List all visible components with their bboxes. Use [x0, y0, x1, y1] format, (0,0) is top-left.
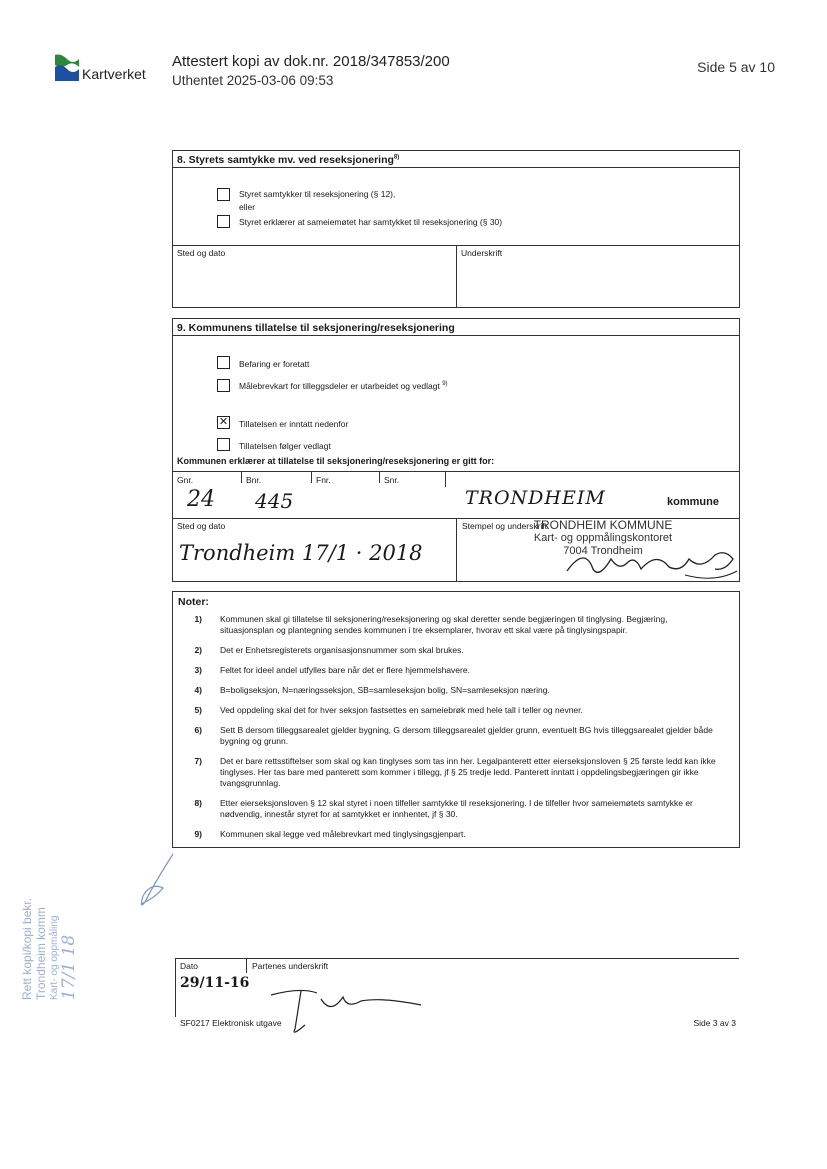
place-date-value: Trondheim 17/1 · 2018	[179, 541, 423, 565]
checkbox-befaring[interactable]	[217, 356, 230, 369]
stamp-label: Stempel og underskrift	[462, 521, 548, 531]
notes-title: Noter:	[178, 596, 209, 608]
municipal-signature	[565, 541, 740, 586]
note-item: 3) Feltet for ideel andel utfylles bare når det er flere hjemmelshavere.	[194, 665, 470, 675]
or-label: eller	[239, 202, 256, 212]
municipality-value: TRONDHEIM	[465, 487, 606, 509]
option-malebrevkart: Målebrevkart for tilleggsdeler er utarbeidet og vedlagt $^{9)}$	[239, 381, 448, 391]
place-date-label-9: Sted og dato	[177, 521, 226, 531]
date-value: 29/11-16	[180, 975, 250, 991]
parties-signature-label: Partenes underskrift	[252, 961, 329, 971]
notes-box	[172, 591, 740, 848]
footer-page: Side 3 av 3	[693, 1018, 736, 1028]
option-befaring: Befaring er foretatt	[239, 359, 310, 369]
certification-stamp: Rett kopi/kopi bekr. Trondheim komm Kart- og oppmåling 17/1 18	[20, 897, 79, 1000]
option-styret-samtykker: Styret samtykker til reseksjonering (§ 12),	[239, 189, 396, 199]
kartverket-logo-icon	[55, 53, 79, 81]
gnr-label: Gnr.	[177, 475, 194, 485]
certification-signature	[135, 852, 180, 917]
note-item: 6) Sett B dersom tilleggsarealet gjelder bygning, G dersom tilleggsarealet gjelder grunn, eventuelt BG hvis tilleggsarealet gjelder både bygning og grunn.	[194, 725, 713, 746]
section-8-title: 8. Styrets samtykke mv. ved reseksjonering$^{8)}$	[177, 154, 400, 166]
section-9	[172, 318, 740, 582]
option-tillatelse-vedlagt: Tillatelsen følger vedlagt	[239, 441, 331, 451]
page-indicator: Side 5 av 10	[697, 59, 775, 75]
note-item: 9) Kommunen skal legge ved målebrevkart med tinglysingsgjenpart.	[194, 829, 466, 839]
note-item: 7) Det er bare rettsstiftelser som skal og kan tinglyses som tas inn her. Legalpanterett etter eierseksjonsloven § 25 første ledd kan ikke tinglyses. Her tas bare med panterett som kommer i tillegg, jf § 25 tredje ledd. Panterett inntatt i oppdelingsbegjæringen gir ikke tvangsgrunnlag.	[194, 756, 716, 788]
gnr-value: 24	[187, 487, 215, 512]
brand-name: Kartverket	[82, 66, 146, 82]
parties-signature	[261, 979, 431, 1044]
snr-label: Snr.	[384, 475, 400, 485]
checkbox-tillatelse-inntatt[interactable]: ✕	[218, 416, 229, 428]
note-item: 2) Det er Enhetsregisterets organisasjonsnummer som skal brukes.	[194, 645, 464, 655]
place-date-label: Sted og dato	[177, 248, 226, 258]
checkbox-tillatelse-vedlagt[interactable]	[217, 438, 230, 451]
bnr-label: Bnr.	[246, 475, 262, 485]
retrieved-timestamp: Uthentet 2025-03-06 09:53	[172, 73, 334, 88]
form-id: SF0217 Elektronisk utgave	[180, 1018, 282, 1028]
municipal-stamp: TRONDHEIM KOMMUNE Kart- og oppmålingskontoret 7004 Trondheim	[533, 518, 673, 557]
footer-box	[175, 958, 739, 1017]
section-9-title: 9. Kommunens tillatelse til seksjonering/reseksjonering	[177, 322, 455, 334]
fnr-label: Fnr.	[316, 475, 331, 485]
checkbox-malebrevkart[interactable]	[217, 379, 230, 392]
bnr-value: 445	[255, 489, 294, 513]
note-item: 4) B=boligseksjon, N=næringsseksjon, SB=samleseksjon bolig, SN=samleseksjon næring.	[194, 685, 550, 695]
date-label: Dato	[180, 961, 198, 971]
kommune-label: kommune	[667, 496, 719, 508]
note-item: 8) Etter eierseksjonsloven § 12 skal styret i noen tilfeller samtykke til reseksjonering. I de tilfeller hvor sameiemøtets samtykke er nødvendig, innestår styret for at samtykket er innhentet, jf § 30.	[194, 798, 693, 819]
declaration-text: Kommunen erklærer at tillatelse til seksjonering/reseksjonering er gitt for:	[177, 456, 495, 466]
note-item: 1) Kommunen skal gi tillatelse til seksjonering/reseksjonering og skal deretter sende begjæringen til tinglysing. Begjæring, situasjonsplan og plantegning sendes kommunen i tre eksemplarer, hvorav ett skal være på tinglysingspapir.	[194, 614, 668, 635]
option-tillatelse-inntatt: Tillatelsen er inntatt nedenfor	[239, 419, 349, 429]
signature-label: Underskrift	[461, 248, 503, 258]
note-item: 5) Ved oppdeling skal det for hver seksjon fastsettes en sameiebrøk med hele tall i teller og nevner.	[194, 705, 583, 715]
document-title: Attestert kopi av dok.nr. 2018/347853/200	[172, 53, 450, 70]
checkbox-sameiemotet[interactable]	[217, 215, 230, 228]
notes-list	[173, 614, 733, 849]
checkbox-styret-samtykker[interactable]	[217, 188, 230, 201]
option-sameiemotet: Styret erklærer at sameiemøtet har samtykket til reseksjonering (§ 30)	[239, 217, 503, 227]
section-8	[172, 150, 740, 308]
